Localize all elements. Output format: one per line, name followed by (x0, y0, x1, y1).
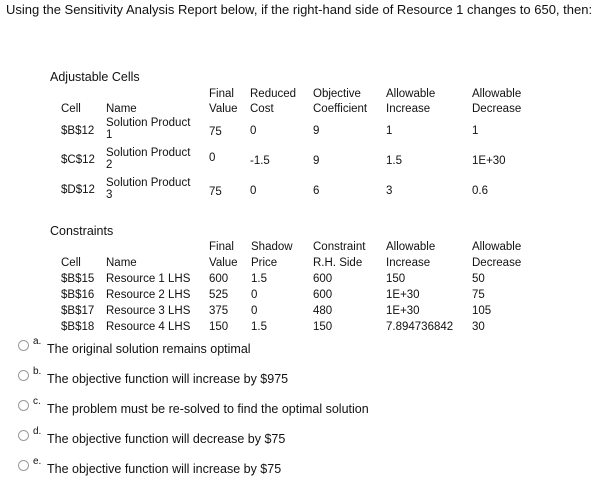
header-name: Name (106, 103, 137, 115)
header-increase: Increase (386, 257, 431, 269)
row-allowable-decrease: 0.6 (472, 185, 488, 197)
row-cell: $B$16 (61, 289, 95, 301)
header-increase: Increase (386, 103, 431, 115)
header-cell: Cell (61, 103, 81, 115)
header-name: Name (106, 257, 137, 269)
row-name-line1: Solution Product (106, 147, 191, 159)
row-constraint-rhs: 600 (313, 289, 333, 301)
row-name-line1: Solution Product (106, 117, 191, 129)
row-allowable-decrease: 75 (472, 289, 485, 301)
header-decrease: Decrease (472, 103, 522, 115)
row-allowable-decrease: 30 (472, 321, 485, 333)
row-allowable-decrease: 105 (472, 305, 492, 317)
option-letter: d. (33, 426, 42, 437)
option-letter: a. (33, 336, 42, 347)
row-allowable-increase: 1E+30 (386, 289, 420, 301)
option-letter: e. (33, 456, 42, 467)
row-constraint-rhs: 600 (313, 273, 333, 285)
radio-button[interactable] (18, 430, 29, 441)
header-reduced: Reduced (250, 88, 297, 100)
option-text[interactable]: The objective function will decrease by $75 (47, 432, 286, 446)
row-allowable-increase: 1E+30 (386, 305, 420, 317)
header-final: Final (209, 88, 234, 100)
row-allowable-decrease: 1E+30 (472, 155, 506, 167)
row-name: Resource 3 LHS (106, 305, 191, 317)
row-final-value: 375 (209, 305, 229, 317)
row-shadow-price: 0 (251, 305, 258, 317)
row-allowable-increase: 1.5 (386, 155, 402, 167)
row-allowable-decrease: 1 (472, 125, 479, 137)
adjustable-cells-title: Adjustable Cells (50, 70, 140, 84)
row-final-value: 600 (209, 273, 229, 285)
row-name-line2: 2 (106, 159, 113, 171)
row-final-value: 0 (209, 152, 216, 164)
row-name-line2: 3 (106, 189, 113, 201)
row-shadow-price: 0 (251, 289, 258, 301)
header-allowable-dec: Allowable (472, 241, 522, 253)
row-final-value: 75 (209, 126, 222, 138)
header-final: Final (209, 241, 234, 253)
row-name-line2: 1 (106, 129, 113, 141)
header-rh-side: R.H. Side (313, 257, 363, 269)
header-value: Value (209, 103, 238, 115)
row-cell: $B$15 (61, 273, 95, 285)
header-allowable-dec: Allowable (472, 88, 522, 100)
radio-button[interactable] (18, 460, 29, 471)
header-constraint: Constraint (313, 241, 366, 253)
row-name: Resource 1 LHS (106, 273, 191, 285)
header-value: Value (209, 257, 238, 269)
option-letter: b. (33, 366, 42, 377)
row-name-line1: Solution Product (106, 177, 191, 189)
header-objective: Objective (313, 88, 361, 100)
option-text[interactable]: The objective function will increase by $975 (47, 372, 289, 386)
row-reduced-cost: 0 (250, 125, 257, 137)
option-text[interactable]: The objective function will increase by $75 (47, 462, 282, 476)
row-constraint-rhs: 150 (313, 321, 333, 333)
row-cell: $B$17 (61, 305, 95, 317)
row-shadow-price: 1.5 (251, 273, 267, 285)
option-text[interactable]: The problem must be re-solved to find the optimal solution (47, 402, 369, 416)
header-cell: Cell (61, 257, 81, 269)
row-objective-coefficient: 9 (313, 155, 320, 167)
row-allowable-increase: 150 (386, 273, 406, 285)
question-text: Using the Sensitivity Analysis Report below, if the right-hand side of Resource 1 changes to 650, then: (6, 2, 593, 17)
row-objective-coefficient: 9 (313, 125, 320, 137)
constraints-title: Constraints (50, 224, 114, 238)
row-reduced-cost: -1.5 (250, 155, 270, 167)
row-name: Resource 4 LHS (106, 321, 191, 333)
header-decrease: Decrease (472, 257, 522, 269)
option-letter: c. (33, 396, 41, 407)
header-cost: Cost (250, 103, 274, 115)
row-constraint-rhs: 480 (313, 305, 333, 317)
radio-button[interactable] (18, 370, 29, 381)
row-final-value: 525 (209, 289, 229, 301)
header-shadow: Shadow (251, 241, 293, 253)
option-text[interactable]: The original solution remains optimal (47, 342, 251, 356)
row-cell: $B$12 (61, 125, 95, 137)
row-objective-coefficient: 6 (313, 185, 320, 197)
row-name: Resource 2 LHS (106, 289, 191, 301)
radio-button[interactable] (18, 340, 29, 351)
row-allowable-increase: 3 (386, 185, 393, 197)
row-cell: $B$18 (61, 321, 95, 333)
row-reduced-cost: 0 (250, 185, 257, 197)
row-cell: $C$12 (61, 154, 95, 166)
header-price: Price (251, 257, 278, 269)
radio-button[interactable] (18, 400, 29, 411)
row-allowable-increase: 1 (386, 125, 393, 137)
row-allowable-increase: 7.894736842 (386, 321, 454, 333)
header-allowable-inc: Allowable (386, 88, 436, 100)
row-final-value: 150 (209, 321, 229, 333)
header-allowable-inc: Allowable (386, 241, 436, 253)
row-shadow-price: 1.5 (251, 321, 267, 333)
header-coefficient: Coefficient (313, 103, 368, 115)
row-allowable-decrease: 50 (472, 273, 485, 285)
row-cell: $D$12 (61, 184, 95, 196)
row-final-value: 75 (209, 186, 222, 198)
